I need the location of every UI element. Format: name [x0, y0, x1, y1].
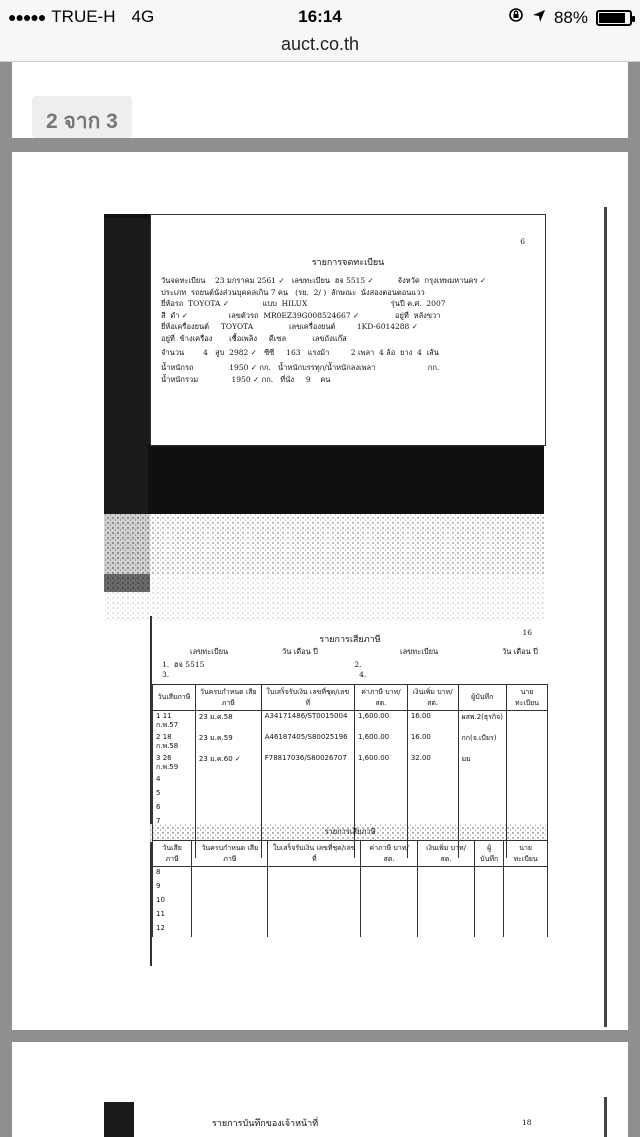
tax-column-header: ใบเสร็จรับเงิน เลขที่ชุด/เลขที่ [261, 685, 354, 711]
table-row [153, 923, 548, 937]
table-cell [407, 802, 458, 816]
table-row [153, 753, 548, 774]
tax-column-header: ค่าภาษี บาท/สต. [354, 685, 407, 711]
registration-line: อยู่ที่ ข้างเครื่อง เชื้อเพลิง ดีเซล เลขถังแก๊ส [161, 333, 347, 343]
row-number: 5 [156, 789, 161, 797]
table-cell [475, 923, 504, 937]
signal-icon: ●●●●● [8, 9, 46, 25]
plate-4-index: 4. [359, 670, 367, 679]
table-cell [192, 909, 268, 923]
table-cell [192, 881, 268, 895]
table-cell: 10 [153, 895, 192, 909]
row-number: 2 [156, 733, 161, 741]
tax-column-header: นายทะเบียน [507, 685, 548, 711]
table-row [153, 881, 548, 895]
registration-line: ยี่ห้อรถ TOYOTA ✓ แบบ HILUX รุ่นปี ค.ศ. 2007 [161, 299, 446, 308]
table-cell [153, 732, 196, 753]
tax-paid-date: 26 ก.พ.59 [156, 754, 179, 771]
battery-percent: 88% [553, 7, 588, 27]
table-cell [195, 788, 261, 802]
tax-title: รายการเสียภาษี [319, 635, 381, 645]
table-cell [195, 774, 261, 788]
next-page-title: รายการบันทึกของเจ้าหน้าที่ [212, 1119, 319, 1129]
location-arrow-icon [532, 8, 546, 28]
tax-section [152, 614, 548, 1024]
table-cell [153, 774, 196, 788]
table-cell [417, 895, 474, 909]
table-cell [268, 881, 361, 895]
table-cell [268, 909, 361, 923]
tax-corner-number: 16 [522, 628, 532, 637]
table-cell [361, 881, 418, 895]
row-number: 6 [156, 803, 161, 811]
url-text[interactable]: auct.co.th [280, 34, 360, 54]
table-cell [458, 774, 507, 788]
table-row [153, 711, 548, 733]
table-cell: ผสพ.2(ธุรกิจ) [458, 711, 507, 733]
table-cell [475, 867, 504, 881]
plate-2-index: 2. [354, 660, 362, 669]
tax-table-header [153, 685, 548, 711]
registration-line: สี ดำ ✓ เลขตัวรถ MR0EZ39G008524667 ✓ อยู่ที่ หลังขวา [161, 310, 441, 320]
table-cell: 23 ม.ค.58 [195, 711, 261, 733]
tax-column-header: ค่าภาษี บาท/สต. [361, 841, 418, 867]
url-bar[interactable] [0, 34, 640, 62]
registration-box [150, 214, 546, 446]
plate-1: ฮจ 5515 [173, 660, 205, 669]
table-cell [504, 895, 548, 909]
table-row [153, 788, 548, 802]
table-cell [417, 909, 474, 923]
tax-column-header: วันเสียภาษี [153, 685, 196, 711]
table-cell [507, 711, 548, 733]
table-cell [417, 881, 474, 895]
tax-paid-date: 11 ก.พ.57 [156, 712, 179, 729]
table-cell [195, 802, 261, 816]
table-row [153, 774, 548, 788]
date-header-left: วัน เดือน ปี [282, 647, 318, 656]
table-cell [407, 788, 458, 802]
registration-line: น้ำหนักรวม 1950 ✓ กก. ที่นั่ง 9 คน [161, 374, 331, 384]
table-cell: กก(จ.เบียร) [458, 732, 507, 753]
tax-column-header: วันครบกำหนด เสียภาษี [195, 685, 261, 711]
plate-list [162, 660, 366, 680]
registration-line: ยี่ห้อเครื่องยนต์ TOYOTA เลขเครื่องยนต์ 1KD-6014288 ✓ [161, 322, 418, 331]
table-row [153, 909, 548, 923]
table-cell: 11 [153, 909, 192, 923]
row-number: 4 [156, 775, 161, 783]
table-cell [261, 802, 354, 816]
registration-corner-number: 6 [520, 237, 525, 246]
table-cell [507, 788, 548, 802]
table-cell [361, 895, 418, 909]
tax-title-repeat: รายการเสียภาษี [324, 827, 376, 836]
page-counter: 2 จาก 3 [32, 96, 132, 138]
table-cell [261, 788, 354, 802]
table-cell [475, 895, 504, 909]
table-cell [354, 774, 407, 788]
plate-1-index: 1. [162, 660, 170, 669]
table-cell [504, 909, 548, 923]
table-cell [507, 802, 548, 816]
carrier-name: TRUE-H [51, 7, 116, 26]
tax-column-header: ผู้บันทึก [475, 841, 504, 867]
tax-column-header: ใบเสร็จรับเงิน เลขที่ชุด/เลขที่ [268, 841, 361, 867]
row-number: 1 [156, 712, 161, 720]
network-type: 4G [131, 7, 155, 26]
table-cell: 32.00 [407, 753, 458, 774]
status-right [508, 7, 632, 28]
table-cell [354, 802, 407, 816]
table-cell: A34171486/ST0015004 [261, 711, 354, 733]
table-cell [475, 881, 504, 895]
table-cell [192, 923, 268, 937]
registration-details [161, 275, 541, 385]
battery-icon [596, 10, 632, 26]
registration-title: รายการจดทะเบียน [311, 258, 385, 268]
table-cell [504, 881, 548, 895]
table-cell [417, 867, 474, 881]
tax-column-header: นายทะเบียน [504, 841, 548, 867]
table-cell [407, 774, 458, 788]
table-cell [153, 753, 196, 774]
rotation-lock-icon [508, 7, 524, 28]
pdf-page-current [12, 152, 628, 1030]
table-cell [268, 895, 361, 909]
next-scan-artifacts [12, 1042, 628, 1137]
table-cell [475, 909, 504, 923]
clock: 16:14 [298, 7, 342, 26]
table-cell: 9 [153, 881, 192, 895]
table-cell: มม [458, 753, 507, 774]
row-number: 3 [156, 754, 161, 762]
registration-line: ประเภท รถยนต์นั่งส่วนบุคคลเกิน 7 คน (รย. 2/ ) ลักษณะ นั่งสองตอนตอนแวว [161, 287, 425, 297]
table-row [153, 867, 548, 881]
table-cell [192, 895, 268, 909]
date-header-right: วัน เดือน ปี [502, 647, 538, 656]
tax-column-header: เงินเพิ่ม บาท/สต. [407, 685, 458, 711]
table-cell: 1,600.00 [354, 711, 407, 733]
plate-3-index: 3. [162, 670, 170, 679]
table-cell [153, 788, 196, 802]
table-cell [268, 867, 361, 881]
table-cell [458, 802, 507, 816]
status-bar [0, 0, 640, 34]
tax-column-header: เงินเพิ่ม บาท/สต. [417, 841, 474, 867]
table-cell: 12 [153, 923, 192, 937]
tax-column-header: วันเสียภาษี [153, 841, 192, 867]
table-cell [192, 867, 268, 881]
table-cell: 23 ม.ค.60 ✓ [195, 753, 261, 774]
table-cell: 16.00 [407, 711, 458, 733]
registration-line: น้ำหนักรถ 1950 ✓ กก. น้ำหนักบรรทุก/น้ำหนักลงเพลา กก. [161, 363, 440, 372]
table-cell [361, 909, 418, 923]
table-cell: F78817036/S80026707 [261, 753, 354, 774]
table-cell: 23 ม.ค.59 [195, 732, 261, 753]
table-cell [507, 774, 548, 788]
table-cell [507, 753, 548, 774]
table-cell [268, 923, 361, 937]
table-cell: 1,600.00 [354, 753, 407, 774]
reg-header-right: เลขทะเบียน [400, 647, 439, 656]
table-cell: 1,600.00 [354, 732, 407, 753]
row-number: 7 [156, 817, 161, 825]
registration-line: จำนวน 4 สูบ 2982 ✓ ซีซี 163 แรงม้า 2 เพลา 4 ล้อ ยาง 4 เส้น [161, 348, 439, 357]
tax-table-continued [152, 840, 548, 937]
table-cell [504, 867, 548, 881]
table-cell [261, 774, 354, 788]
table-cell [153, 711, 196, 733]
table-cell [361, 867, 418, 881]
tax-table-header [153, 841, 548, 867]
table-row [153, 802, 548, 816]
table-cell: A46187405/S80025196 [261, 732, 354, 753]
table-row [153, 895, 548, 909]
table-cell: 8 [153, 867, 192, 881]
next-page-corner-number: 18 [522, 1118, 532, 1127]
table-cell [417, 923, 474, 937]
table-cell [507, 732, 548, 753]
tax-paid-date: 18 ก.พ.58 [156, 733, 179, 750]
tax-column-header: วันครบกำหนด เสียภาษี [192, 841, 268, 867]
table-cell [504, 923, 548, 937]
registration-line: วันจดทะเบียน 23 มกราคม 2561 ✓ เลขทะเบียน ฮจ 5515 ✓ จังหวัด กรุงเทพมหานคร ✓ [161, 276, 487, 285]
table-cell [153, 802, 196, 816]
tax-column-header: ผู้บันทึก [458, 685, 507, 711]
table-row [153, 732, 548, 753]
table-cell [354, 788, 407, 802]
table-cell: 16.00 [407, 732, 458, 753]
table-cell [458, 788, 507, 802]
reg-header-left: เลขทะเบียน [190, 647, 229, 656]
table-cell [361, 923, 418, 937]
pdf-page-next [12, 1042, 628, 1137]
